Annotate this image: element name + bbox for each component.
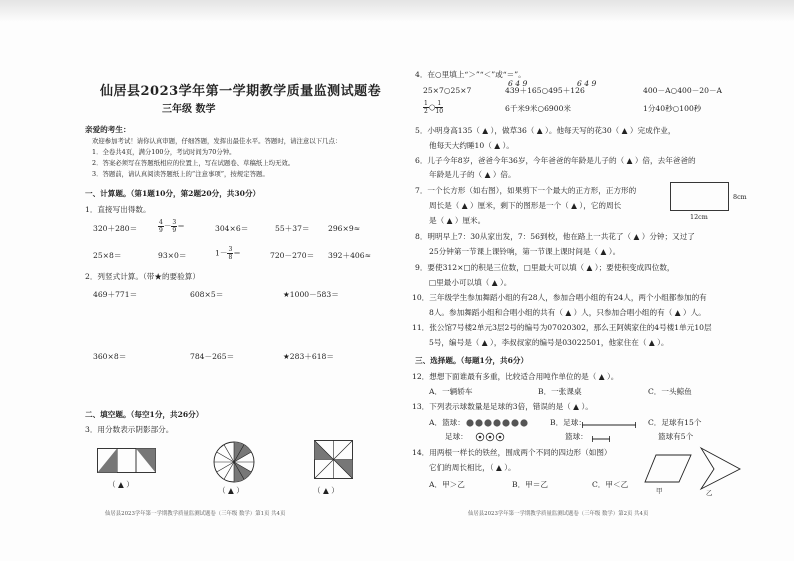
q12-label: 12．想想下面谁最有多重，比较适合用吨作单位的是（ ▲ ）。 xyxy=(412,372,619,381)
q14-line-2: 它们的周长相比，（ ▲ ）。 xyxy=(429,463,516,472)
q6-line-1: 6．儿子今年8岁，爸爸今年36岁，今年爸爸的年龄是儿子的（ ▲ ）倍，去年爸爸的 xyxy=(415,156,696,165)
q1-item: 296×9≈ xyxy=(328,224,361,233)
q3-figure-circle xyxy=(212,440,256,484)
q1-item: 392＋406≈ xyxy=(328,251,371,260)
greeting: 亲爱的考生： xyxy=(85,125,131,134)
section-1-heading: 一、计算题。（第1题10分，第2题20分，共30分） xyxy=(85,189,261,198)
left-footer: 仙居县2023学年第一学期教学质量监测试题卷（三年级 数学）第1页 共4页 xyxy=(105,511,286,517)
q14-shape-label-jia: 甲 xyxy=(656,487,663,495)
section-3-heading: 三、选择题。（每题1分，共6分） xyxy=(415,356,529,365)
q1-label: 1．直接写出得数。 xyxy=(85,205,151,214)
q4-item: 1分40秒○100秒 xyxy=(643,104,702,113)
q1-fraction-item: $\frac{4}{9}$ － $\frac{3}{9}$ ＝ xyxy=(159,219,185,234)
right-page xyxy=(400,0,794,561)
q11-line-2: 5号，编号是（ ▲ ），李叔叔家的编号是03022501，他家住在（ ▲ ）。 xyxy=(429,338,669,347)
q14-shape-parallelogram xyxy=(644,454,692,484)
q5-line-2: 他每天大约睡10（ ▲ ）。 xyxy=(429,141,514,150)
q1-item: 304×6＝ xyxy=(215,224,249,233)
q7-line-2: 周长是（ ▲ ）厘米，剩下的图形是一个（ ▲ ），它的周长 xyxy=(429,201,622,210)
q12-option-a: A．一辆轿车 xyxy=(429,387,473,396)
q4-handwriting: 6 4 9 xyxy=(577,79,597,88)
instruction-1: 1．全卷共4页，满分100分，考试时间为70分钟。 xyxy=(92,148,236,156)
q4-label: 4．在○里填上“＞”“＜”或“＝”。 xyxy=(415,70,526,79)
q10-line-2: 8人。参加舞蹈小组和合唱小组的共有（ ▲ ）人，只参加合唱小组的有（ ▲ ）人。 xyxy=(429,308,706,317)
q14-option-a: A．甲＞乙 xyxy=(429,480,465,489)
q3-answer-b: （ ▲ ） xyxy=(218,486,244,495)
q14-line-1: 14．用两根一样长的铁丝，围成两个不同的四边形（如图） xyxy=(412,448,612,457)
q6-line-2: 年龄是儿子的（ ▲ ）倍。 xyxy=(429,170,516,179)
q13-a-football-icons xyxy=(475,432,509,442)
q4-handwriting: 6 4 9 xyxy=(508,79,528,88)
q8-line-2: 25分钟第一节课上课铃响，第一节课上课时间是（ ▲ ）。 xyxy=(429,247,621,256)
q8-line-1: 8．明明早上7：30从家出发，7：56到校，他在路上一共花了（ ▲ ）分钟；又过了 xyxy=(415,232,695,241)
q2-item: 360×8＝ xyxy=(93,352,127,361)
q2-item: 469＋771＝ xyxy=(93,290,138,299)
q1-item: 320＋280＝ xyxy=(93,224,138,233)
q10-line-1: 10．三年级学生参加舞蹈小组的有28人，参加合唱小组的有24人，两个小组都参加的有 xyxy=(412,293,707,302)
right-footer: 仙居县2023学年第一学期教学质量监测试题卷（三年级 数学）第2页 共4页 xyxy=(468,511,649,517)
exam-title: 仙居县2023学年第一学期教学质量监测试题卷 xyxy=(100,84,382,99)
q14-option-b: B．甲＝乙 xyxy=(512,480,548,489)
q9-line-1: 9．要使312×□的积是三位数，□里最大可以填（ ▲ ）；要使积变成四位数， xyxy=(415,263,675,272)
q2-item: ★1000－583＝ xyxy=(283,290,339,299)
q12-option-c: C．一头鲸鱼 xyxy=(648,387,692,396)
q1-item: 93×0＝ xyxy=(158,251,187,260)
q1-item: 25×8＝ xyxy=(93,251,122,260)
q13-b-basketball-label: 篮球： xyxy=(565,432,588,441)
q2-item: 608×5＝ xyxy=(190,290,224,299)
q4-item: 6千米9米○6900米 xyxy=(505,104,571,113)
q2-item: 784－265＝ xyxy=(190,352,235,361)
q3-label: 3．用分数表示阴影部分。 xyxy=(85,425,174,434)
instruction-intro: 欢迎参加考试！请你认真审题，仔细答题，发挥出最佳水平。答题时，请注意以下几点： xyxy=(92,137,342,145)
q2-item: ★283＋618＝ xyxy=(283,352,334,361)
q2-label: 2．列竖式计算。（带★的要验算） xyxy=(85,272,200,281)
q7-line-3: 是（ ▲ ）厘米。 xyxy=(429,216,486,225)
q7-line-1: 7．一个长方形（如右图），如果剪下一个最大的正方形，正方形的 xyxy=(415,186,637,195)
instruction-2: 2．答案必须写在答题纸相应的位置上，写在试题卷、草稿纸上均无效。 xyxy=(92,159,295,167)
q3-figure-square xyxy=(314,440,354,480)
instruction-3: 3．答题前，请认真阅读答题纸上的“注意事项”，按规定答题。 xyxy=(92,170,269,178)
exam-subtitle: 三年级 数学 xyxy=(162,104,216,115)
q14-option-c: C．甲＜乙 xyxy=(592,480,629,489)
q1-fraction-item: 1－ $\frac{3}{8}$ ＝ xyxy=(215,246,241,261)
q1-item: 55＋37＝ xyxy=(275,224,310,233)
q12-option-b: B．一张课桌 xyxy=(538,387,582,396)
q13-b-football-label: B．足球： xyxy=(550,418,586,427)
q13-b-basketball-bar xyxy=(592,436,647,442)
q7-width-label: 12cm xyxy=(690,213,708,221)
q11-line-1: 11．张公馆7号楼2单元3层2号的编号为07020302，那么王阿姨家住的4号楼1单元10层 xyxy=(412,323,712,332)
q3-answer-c: （ ▲ ） xyxy=(313,486,339,495)
q13-label: 13．下列表示球数量是足球的3倍，错误的是（ ▲ ）。 xyxy=(412,402,593,411)
q7-rectangle-figure xyxy=(670,182,730,212)
q13-b-football-bar xyxy=(582,422,637,428)
q1-item: 720－270＝ xyxy=(270,251,315,260)
q3-figure-rectangle xyxy=(97,448,157,474)
q13-a-football-label: 足球： xyxy=(445,432,468,441)
q4-fraction-item: $\frac{1}{2}$ ○ $\frac{1}{10}$ xyxy=(424,100,444,115)
q3-answer-a: （ ▲ ） xyxy=(108,480,134,489)
q9-line-2: □里最小可以填（ ▲ ）。 xyxy=(429,278,512,287)
q14-shape-arrow xyxy=(700,447,742,491)
q5-line-1: 5．小明身高135（ ▲ ），做草36（ ▲ ）。他每天写的花30（ ▲ ）完成作业， xyxy=(415,126,676,135)
q13-a-basketball-icons xyxy=(466,418,536,428)
q13-a-basketball-label: A．篮球： xyxy=(429,418,465,427)
q14-shape-label-yi: 乙 xyxy=(706,489,713,497)
q4-item: 25×7○25×7 xyxy=(423,86,472,95)
q7-height-label: 8cm xyxy=(733,193,747,201)
q13-option-c-line-2: 篮球有5个 xyxy=(658,432,694,441)
q13-option-c-line-1: C．足球有15个 xyxy=(648,418,702,427)
q4-item: 439＋165○495＋126 xyxy=(505,86,585,95)
q4-item: 400－A○400－20－A xyxy=(643,86,723,95)
section-2-heading: 二、填空题。（每空1分，共26分） xyxy=(85,410,204,419)
